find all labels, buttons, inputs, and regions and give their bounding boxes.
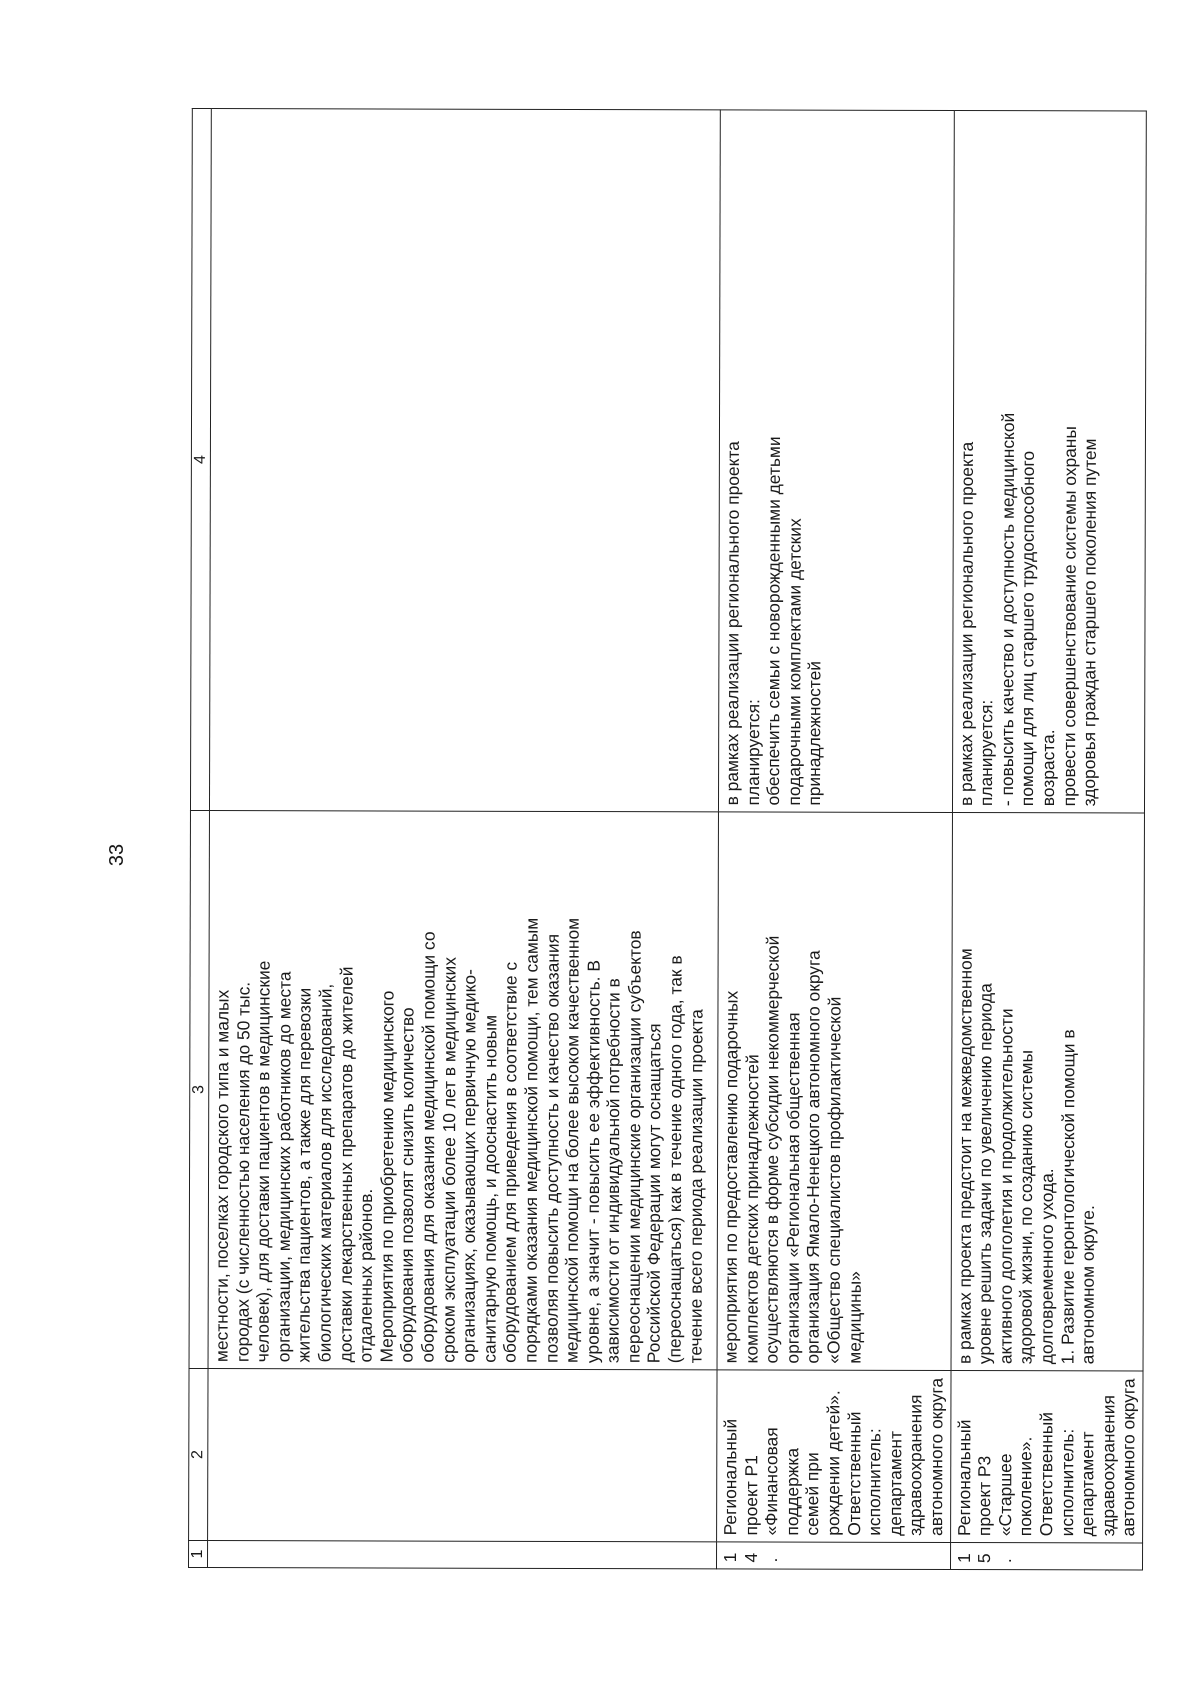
row-number-cell: 15. (950, 1542, 1142, 1570)
column-header-2: 2 (189, 1369, 208, 1541)
table-row (208, 109, 721, 1569)
measures-cell: местности, поселках городского типа и малых городах (с численностью населения до 50 тыс. человек), для доставки пациентов в медицинские организации, медицинских работников до места жительства пациентов, а также для перевозки биологических материалов для исследований, доставки лекарственных препаратов до жителей отдаленных районов. Мероприятия по приобретению медицинского оборудования позволят снизить количество оборудования для оказания медицинской помощи со сроком эксплуатации более 10 лет в медицинских организациях, оказывающих первичную медико- санитарную помощь, и дооснастить новым оборудованием для приведения в соответствие с порядками оказания медицинской помощи, тем самым позволяя повысить доступность и качество оказания медицинской помощи на более высоком качественном уровне, а значит - повысить ее эффективность. В зависимости от индивидуальной потребности в переоснащении медицинские организации субъектов Российской Федерации могут оснащаться (переоснащаться) как в течение одного года, так в течение всего периода реализации проекта (208, 811, 718, 1370)
page-number: 33 (106, 843, 128, 867)
results-cell: в рамках реализации регионального проекта планируется: - повысить качество и доступность медицинской помощи для лиц старшего трудоспособного возраста. провести совершенствование системы охраны здоровья граждан старшего поколения путем (952, 110, 1146, 813)
table-row (716, 110, 953, 1570)
table-row (950, 110, 1146, 1569)
measures-cell: мероприятия по предоставлению подарочных комплектов детских принадлежностей осуществляются в форме субсидии некоммерческой организации «Региональная общественная организация Ямало-Ненецкого автономного округа «Общество специалистов профилактической медицины» (717, 812, 952, 1371)
row-number-cell (208, 1541, 717, 1569)
document-table-wrapper (188, 108, 1139, 1570)
results-cell: в рамках реализации регионального проекта планируется: обеспечить семьи с новорожденными детьми подарочными комплектами детских принадлежностей (718, 110, 953, 813)
project-cell: Региональный проект Р3 «Старшее поколение». Ответственный исполнитель: департамент здравоохранения автономного округа (950, 1370, 1143, 1543)
measures-cell: в рамках проекта предстоит на межведомственном уровне решить задачи по увеличению периода активного долголетия и продолжительности здоровой жизни, по созданию системы долговременного ухода. 1. Развитие геронтологической помощи в автономном округе. (951, 812, 1145, 1371)
results-cell (209, 109, 720, 812)
project-cell: Региональный проект Р1 «Финансовая поддержка семей при рождении детей». Ответственный исполнитель: департамент здравоохранения автономного округа (717, 1370, 951, 1543)
project-cell (208, 1369, 717, 1542)
column-header-4: 4 (190, 109, 211, 811)
column-header-3: 3 (189, 811, 209, 1369)
column-header-1: 1 (189, 1541, 208, 1568)
row-number-cell: 14. (716, 1542, 950, 1570)
document-table (188, 108, 1147, 1570)
